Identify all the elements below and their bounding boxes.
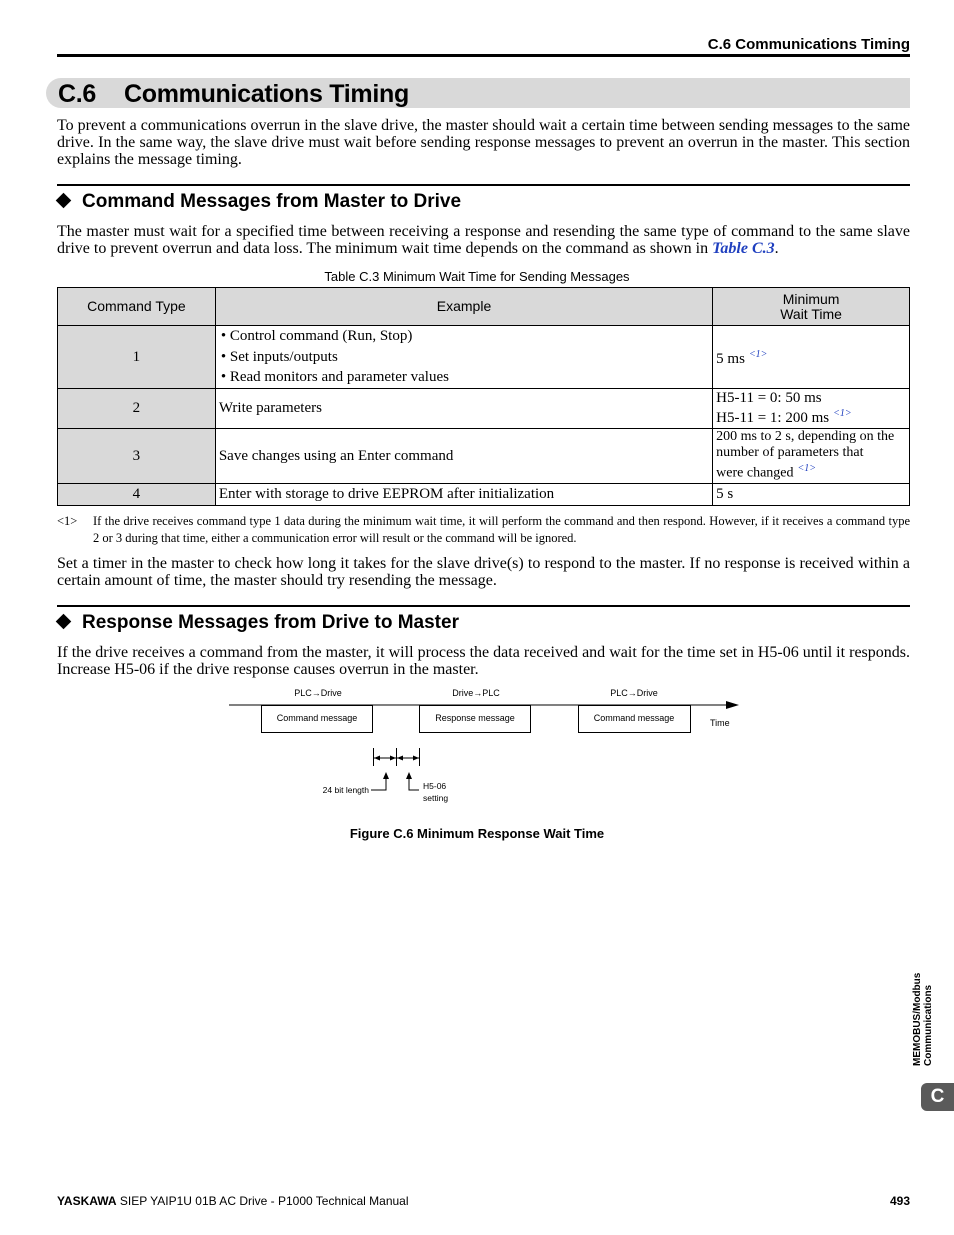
message-box-label: Response message (435, 713, 515, 723)
section-rule (57, 184, 910, 186)
response-section-paragraph: If the drive receives a command from the master, it will process the data received and wait for the time set in H5-06 until it responds. Increase H5-06 if the drive response causes overrun in the master. (57, 644, 910, 678)
message-box-label: Command message (593, 713, 675, 723)
message-box-label: Command message (276, 713, 358, 723)
footer (57, 1194, 409, 1208)
wait-time-cell (713, 326, 910, 389)
command-section-paragraph (57, 223, 910, 257)
footnote-mark: <1> (57, 514, 78, 528)
wait-time-cell (713, 428, 910, 483)
header-rule (57, 54, 910, 57)
example-list (219, 326, 709, 388)
response-section-heading-text: Response Messages from Drive to Master (82, 612, 459, 633)
wait-time-value: 5 ms (716, 350, 745, 367)
command-type-cell: 1 (58, 326, 216, 389)
footnote-text: If the drive receives command type 1 data during the minimum wait time, it will perform the command and then respond. However, if it receives a command type 2 or 3 during that time, either a communication error will result or the command will be ignored. (93, 514, 910, 545)
axis-label: Time (710, 718, 730, 728)
time-arrow-icon (726, 701, 739, 709)
wait-time-line: number of parameters that (716, 445, 864, 461)
pointer-arrow-icon (406, 772, 412, 779)
page-number: 493 (889, 1194, 910, 1208)
footer-brand: YASKAWA (57, 1194, 117, 1208)
direction-label: PLC→Drive (610, 688, 658, 698)
wait-time-line: 200 ms to 2 s, depending on the (716, 429, 895, 445)
example-cell: Write parameters (215, 388, 712, 428)
wait-time-cell (713, 388, 910, 428)
footnote-reference[interactable]: <1> (748, 348, 768, 360)
dimension-arrow-icon (390, 756, 396, 761)
setting-label: setting (423, 793, 449, 803)
header-wait-time: Wait Time (780, 305, 842, 322)
command-section-heading-text: Command Messages from Master to Drive (82, 191, 462, 212)
wait-time-line: H5-11 = 1: 200 ms (716, 410, 830, 426)
table-caption: Table C.3 Minimum Wait Time for Sending Messages (324, 269, 630, 284)
intro-paragraph: To prevent a communications overrun in the slave drive, the master should wait a certain time between sending messages to the same drive. In the same way, the slave drive must wait before sending response messages to prevent an overrun in the master. This section explains the message timing. (57, 117, 910, 168)
list-item: • Set inputs/outputs (220, 348, 338, 365)
table-row (58, 326, 910, 389)
table-row (58, 428, 910, 483)
table-header-row (58, 288, 910, 326)
setting-label: H5-06 (423, 781, 447, 791)
header-example: Example (215, 288, 712, 326)
direction-label: PLC→Drive (294, 688, 342, 698)
command-type-cell: 4 (58, 483, 216, 505)
side-tab-line: Communications (923, 984, 934, 1066)
footnote-reference[interactable]: <1> (797, 463, 817, 475)
table-footnote (57, 513, 910, 546)
timing-diagram (0, 680, 954, 820)
section-title (58, 80, 409, 109)
side-tab-label (912, 946, 934, 1066)
example-cell (215, 326, 712, 389)
diamond-bullet-icon (56, 193, 72, 209)
diamond-bullet-icon (56, 614, 72, 630)
header-minimum: Minimum (782, 290, 840, 307)
chapter-tab[interactable]: C (921, 1083, 954, 1111)
bit-length-label: 24 bit length (322, 785, 369, 795)
table-link[interactable]: Table C.3 (712, 240, 775, 257)
dimension-arrow-icon (413, 756, 419, 761)
table-row (58, 483, 910, 505)
list-item: • Read monitors and parameter values (220, 369, 449, 385)
command-section-heading (55, 191, 461, 213)
direction-label: Drive→PLC (452, 688, 500, 698)
wait-time-table (57, 287, 910, 506)
pointer-arrow-icon (383, 772, 389, 779)
leader-line (371, 778, 386, 790)
leader-line (409, 778, 419, 790)
list-item: • Control command (Run, Stop) (220, 328, 413, 344)
dimension-arrow-icon (397, 756, 403, 761)
command-section-body: The master must wait for a specified time between receiving a response and resending the same type of command to the same slave drive to prevent overrun and data loss. The minimum wait time depends on the command as shown in (57, 223, 910, 257)
example-cell: Enter with storage to drive EEPROM after initialization (215, 483, 712, 505)
timer-paragraph: Set a timer in the master to check how long it takes for the slave drive(s) to respond to the master. If no response is received within a certain amount of time, the master should try resending the message. (57, 555, 910, 589)
section-rule (57, 605, 910, 607)
dimension-arrow-icon (374, 756, 380, 761)
figure-caption: Figure C.6 Minimum Response Wait Time (349, 826, 605, 841)
running-header: C.6 Communications Timing (707, 36, 910, 53)
header-minimum-wait-time (713, 288, 910, 326)
footnote-reference[interactable]: <1> (833, 408, 852, 419)
wait-time-line: were changed (716, 465, 794, 481)
table-row (58, 388, 910, 428)
section-title-text: Communications Timing (124, 80, 409, 108)
command-section-period: . (774, 240, 779, 257)
command-type-cell: 2 (58, 388, 216, 428)
section-number: C.6 (58, 80, 97, 108)
header-command-type: Command Type (58, 288, 216, 326)
command-type-cell: 3 (58, 428, 216, 483)
response-section-heading (55, 612, 459, 634)
footer-manual-title: SIEP YAIP1U 01B AC Drive - P1000 Technical Manual (116, 1194, 409, 1208)
wait-time-line: H5-11 = 0: 50 ms (716, 390, 822, 406)
wait-time-cell: 5 s (713, 483, 910, 505)
example-cell: Save changes using an Enter command (215, 428, 712, 483)
side-tab-line: MEMOBUS/Modbus (912, 972, 923, 1066)
